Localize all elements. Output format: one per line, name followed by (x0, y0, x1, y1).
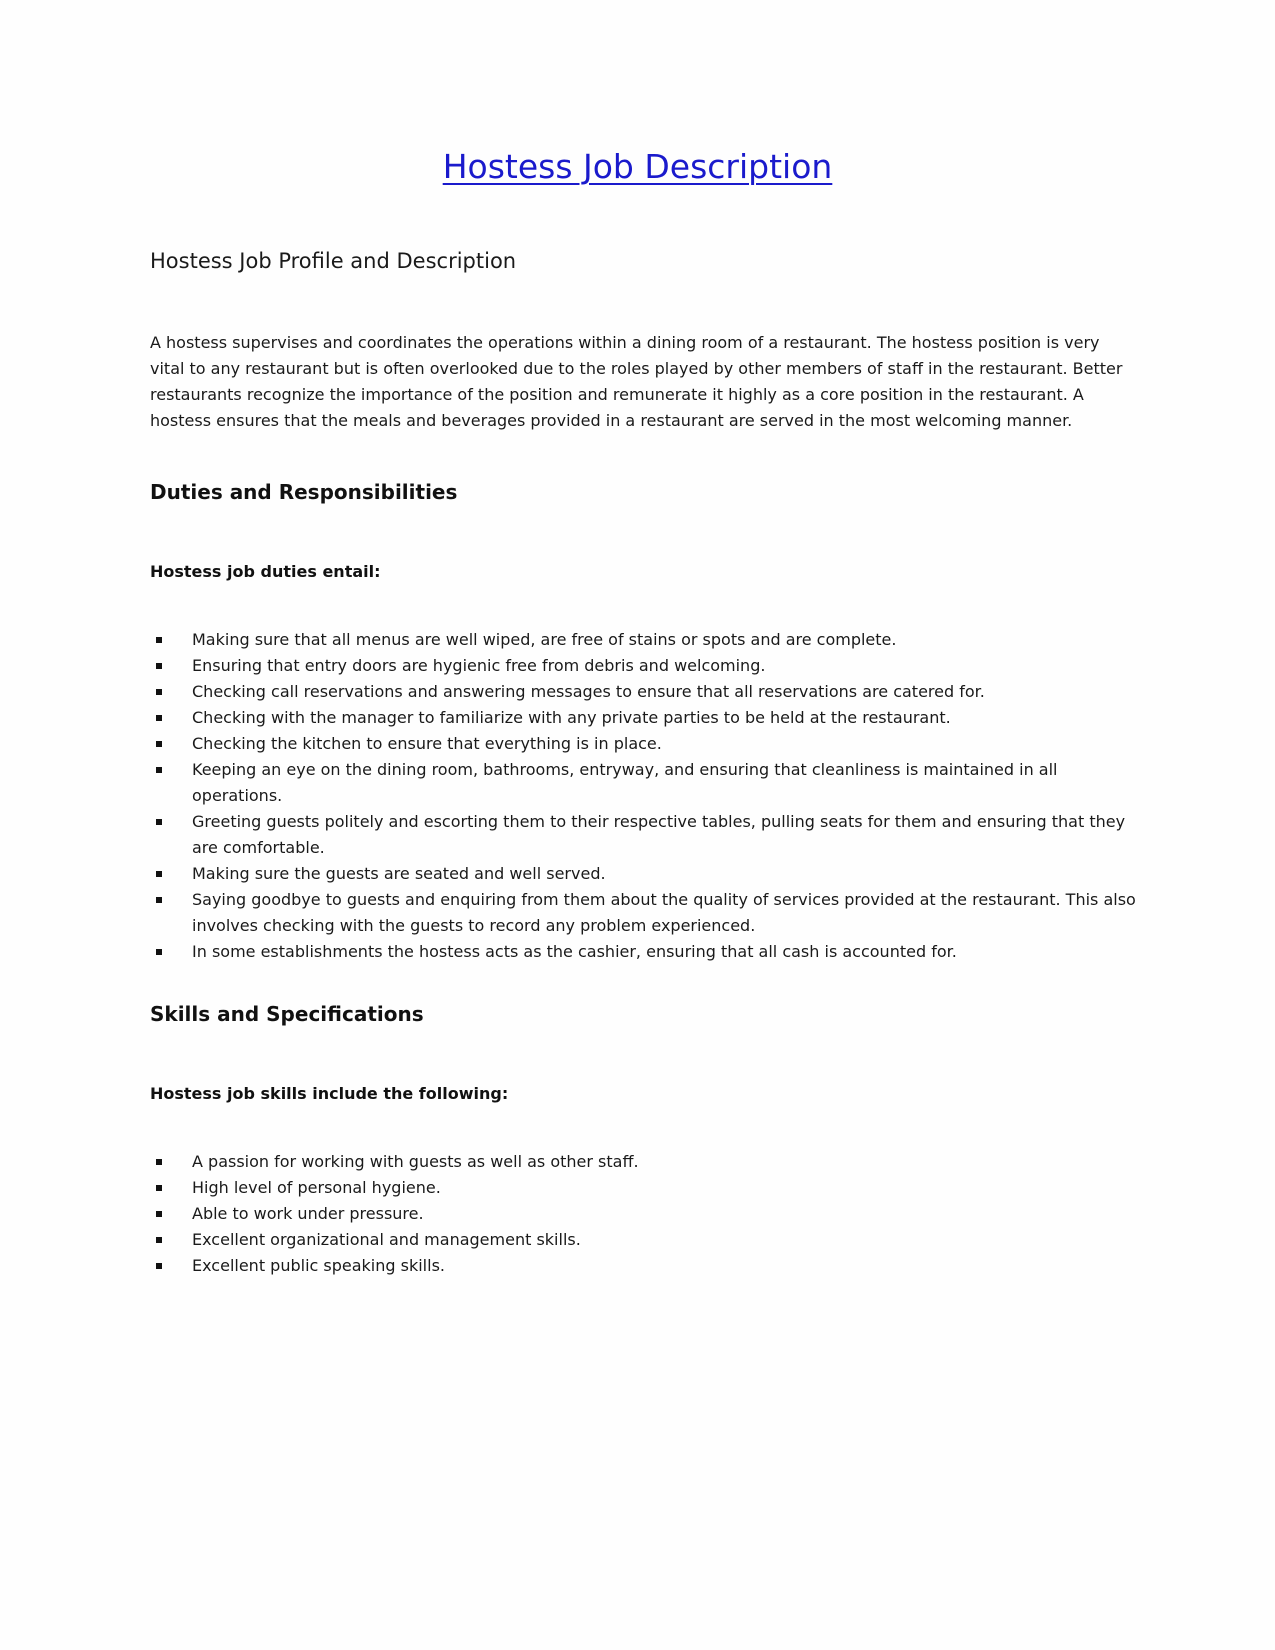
list-item-text: Making sure that all menus are well wiped, are free of stains or spots and are complete. (192, 630, 897, 649)
list-item (150, 1227, 1140, 1253)
list-item (150, 861, 1140, 887)
bullet-square-icon (156, 767, 162, 773)
bullet-square-icon (156, 1211, 162, 1217)
bullet-square-icon (156, 819, 162, 825)
intro-paragraph: A hostess supervises and coordinates the operations within a dining room of a restaurant. The hostess position is very vital to any restaurant but is often overlooked due to the roles played by other members of staff in the restaurant. Better restaurants recognize the importance of the position and remunerate it highly as a core position in the restaurant. A hostess ensures that the meals and beverages provided in a restaurant are served in the most welcoming manner. (150, 333, 1123, 430)
list-item (150, 1175, 1140, 1201)
bullet-square-icon (156, 663, 162, 669)
list-item (150, 679, 1140, 705)
bullet-square-icon (156, 1237, 162, 1243)
duties-subheading: Hostess job duties entail: (150, 562, 381, 581)
bullet-square-icon (156, 1185, 162, 1191)
list-item-text: Excellent organizational and management skills. (192, 1230, 581, 1249)
list-item-text: Checking with the manager to familiarize with any private parties to be held at the restaurant. (192, 708, 951, 727)
list-item (150, 1253, 1140, 1279)
duties-list (150, 627, 1140, 965)
document-subtitle: Hostess Job Profile and Description (150, 249, 517, 273)
list-item-text: Greeting guests politely and escorting them to their respective tables, pulling seats for them and ensuring that they are comfortable. (192, 812, 1126, 857)
list-item (150, 1201, 1140, 1227)
list-item-text: In some establishments the hostess acts as the cashier, ensuring that all cash is accounted for. (192, 942, 957, 961)
list-item-text: Saying goodbye to guests and enquiring from them about the quality of services provided at the restaurant. This also involves checking with the guests to record any problem experienced. (192, 890, 1136, 935)
list-item-text: Keeping an eye on the dining room, bathrooms, entryway, and ensuring that cleanliness is maintained in all operations. (192, 760, 1058, 805)
bullet-square-icon (156, 949, 162, 955)
bullet-square-icon (156, 689, 162, 695)
list-item-text: Checking the kitchen to ensure that everything is in place. (192, 734, 662, 753)
list-item-text: Ensuring that entry doors are hygienic free from debris and welcoming. (192, 656, 766, 675)
bullet-square-icon (156, 1159, 162, 1165)
list-item (150, 731, 1140, 757)
title-link[interactable]: Hostess Job Description (442, 147, 833, 186)
list-item-text: Able to work under pressure. (192, 1204, 424, 1223)
list-item-text: High level of personal hygiene. (192, 1178, 441, 1197)
list-item (150, 809, 1140, 861)
list-item (150, 705, 1140, 731)
list-item-text: Checking call reservations and answering messages to ensure that all reservations are catered for. (192, 682, 985, 701)
list-item-text: Excellent public speaking skills. (192, 1256, 445, 1275)
bullet-square-icon (156, 871, 162, 877)
list-item (150, 653, 1140, 679)
bullet-square-icon (156, 637, 162, 643)
list-item-text: A passion for working with guests as well as other staff. (192, 1152, 639, 1171)
list-item (150, 627, 1140, 653)
skills-subheading: Hostess job skills include the following: (150, 1084, 509, 1103)
bullet-square-icon (156, 741, 162, 747)
list-item (150, 887, 1140, 939)
page-title (0, 146, 1275, 188)
skills-list (150, 1149, 1140, 1279)
list-item (150, 1149, 1140, 1175)
skills-heading: Skills and Specifications (150, 1002, 424, 1026)
duties-heading: Duties and Responsibilities (150, 480, 458, 504)
bullet-square-icon (156, 1263, 162, 1269)
list-item (150, 757, 1140, 809)
list-item-text: Making sure the guests are seated and well served. (192, 864, 606, 883)
list-item (150, 939, 1140, 965)
bullet-square-icon (156, 897, 162, 903)
bullet-square-icon (156, 715, 162, 721)
